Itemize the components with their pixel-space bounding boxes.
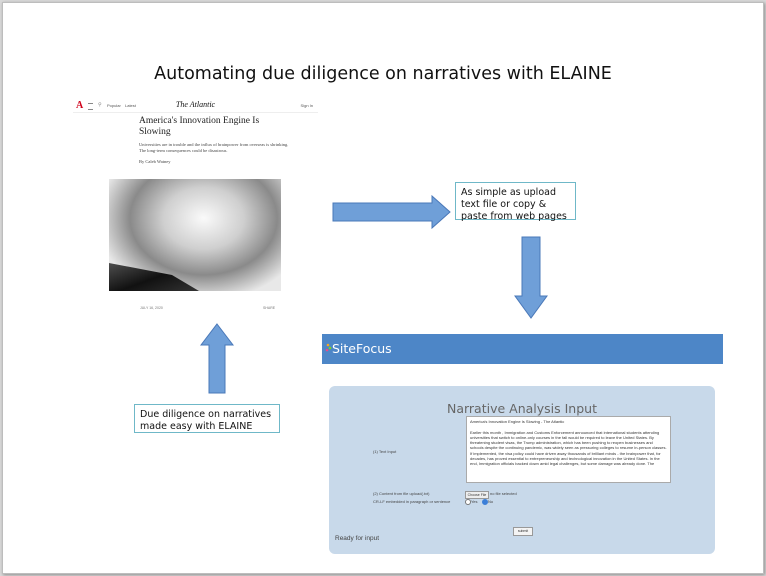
article-image [109,179,281,291]
search-icon: ⚲ [98,102,102,108]
down-arrow-icon [514,236,548,320]
article-byline: By Caleb Watney [139,159,171,164]
article-nav [73,99,318,113]
train-illustration [109,251,199,291]
slide [2,2,764,574]
nav-popular: Popular [107,103,121,108]
upload-callout: As simple as upload text file or copy & paste from web pages [455,182,576,220]
slide-title: Automating due diligence on narratives with ELAINE [154,64,612,84]
sign-in-link: Sign In [300,103,313,108]
due-diligence-callout: Due diligence on narratives made easy with ELAINE [134,404,280,433]
article-dek: Universities are in trouble and the influx of brainpower from overseas is shrinking. The long-term consequences could be disastrous. [139,142,289,153]
sitefocus-logo: SiteFocus [332,341,392,356]
form-title: Narrative Analysis Input [446,401,597,416]
submit-button[interactable]: submit [513,527,533,536]
article-screenshot [73,99,318,321]
text-input-label: (1) Text Input [373,449,397,454]
no-file-text: no file selected [490,491,517,496]
atlantic-logo: A [76,100,84,111]
yes-label: Yes [471,499,478,504]
narrative-form-panel [329,386,715,554]
status-text: Ready for input [335,535,380,542]
nav-latest: Latest [125,103,136,108]
choose-file-button[interactable]: Choose File [465,491,489,499]
article-date: JULY 16, 2020 [140,306,163,310]
right-arrow-icon [332,195,452,229]
atlantic-brand: The Atlantic [175,100,216,109]
sitefocus-logo-icon [325,342,332,354]
article-share: SHARE [263,306,276,310]
crlf-label: CR-LF embedded in paragraph or sentence [373,499,451,504]
article-headline: America's Innovation Engine Is Slowing [139,116,260,137]
no-label: No [488,499,494,504]
up-arrow-icon [200,323,234,395]
sitefocus-header [322,334,723,364]
text-input-area[interactable]: America's Innovation Engine Is Slowing - The Atlantic Earlier this month , Immigration and Customs Enforcement announced that international students attending universities that switch to online-only courses in the fall would be required to leave the United States. By threatening student visas, the Trump administration, which has been pushing to reopen businesses and schools despite the continuing pandemic, was widely seen as pressuring colleges to resume in-person classes. If implemented, the visa policy could have driven away thousands of brilliant minds - the brainpower that, for decades, has proved essential to entrepreneurship and technological innovation in the United States. In the end, Immigration officials backed down amid legal challenges, but some damage was already done. The [466,416,671,483]
file-upload-label: (2) Content from file upload(.txt) [373,491,430,496]
